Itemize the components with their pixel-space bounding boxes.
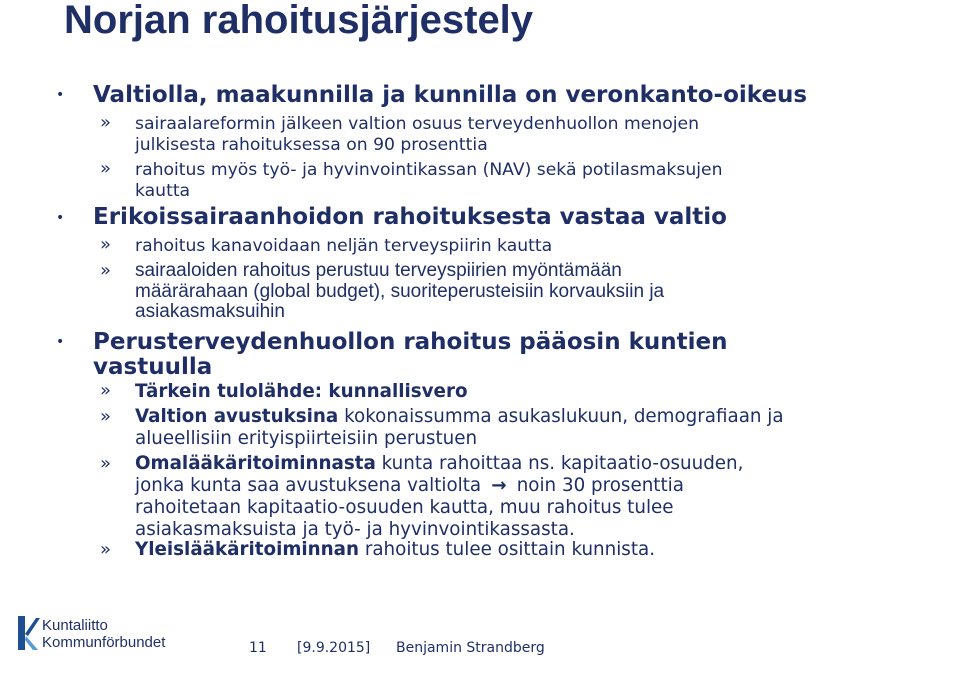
sub-bullet: sairaaloiden rahoitus perustuu terveyspiirien myöntämään määrärahaan (global budget), suoriteperusteisiin korvauksiin ja asiakasmaksuihin [135, 260, 665, 322]
bullet-heading: Perusterveydenhuollon rahoitus pääosin kuntien vastuulla [93, 329, 728, 380]
logo-text: Kuntaliitto Kommunförbundet [42, 617, 166, 651]
sub-bullet: Valtion avustuksina kokonaissumma asukaslukuun, demografiaan ja alueellisiin erityispiirteisiin perustuen [135, 406, 784, 449]
sub-bullet: Tärkein tulolähde: kunnallisvero [135, 381, 468, 402]
sub-bullet-marker: » [100, 158, 112, 179]
sub-bullet-marker: » [100, 539, 112, 560]
bullet-marker: • [56, 334, 65, 350]
logo-mark-icon [16, 614, 40, 654]
sub-bullet-marker: » [100, 260, 112, 281]
bullet-marker: • [56, 210, 65, 226]
page-number: 11 [249, 640, 267, 656]
kuntaliitto-logo [16, 612, 216, 656]
sub-bullet-marker: » [100, 453, 112, 474]
sub-bullet-marker: » [100, 112, 112, 133]
right-arrow-icon: → [491, 475, 507, 496]
sub-bullet: rahoitus kanavoidaan neljän terveyspiirin kautta [135, 236, 553, 256]
sub-bullet-marker: » [100, 406, 112, 427]
sub-bullet: Yleislääkäritoiminnan rahoitus tulee osittain kunnista. [135, 539, 656, 560]
sub-bullet-marker: » [100, 380, 112, 401]
sub-bullet: Omalääkäritoiminnasta kunta rahoittaa ns. kapitaatio-osuuden, jonka kunta saa avustuksena valtiolta → noin 30 prosenttia rahoitetaan kapitaatio-osuuden kautta, muu rahoitus tulee asiakasmaksuista ja työ- ja hyvinvointikassasta. [135, 453, 744, 540]
sub-bullet: sairaalareformin jälkeen valtion osuus terveydenhuollon menojen julkisesta rahoituksessa on 90 prosenttia [135, 114, 700, 155]
sub-bullet: rahoitus myös työ- ja hyvinvointikassan (NAV) sekä potilasmaksujen kautta [135, 160, 723, 201]
sub-bullet-marker: » [100, 234, 112, 255]
footer-author: Benjamin Strandberg [396, 640, 545, 656]
bullet-marker: • [56, 87, 65, 103]
bullet-heading: Erikoissairaanhoidon rahoituksesta vastaa valtio [93, 204, 727, 230]
page-title: Norjan rahoitusjärjestely [64, 0, 534, 42]
footer-date: [9.9.2015] [297, 640, 371, 656]
bullet-heading: Valtiolla, maakunnilla ja kunnilla on veronkanto-oikeus [93, 82, 808, 108]
